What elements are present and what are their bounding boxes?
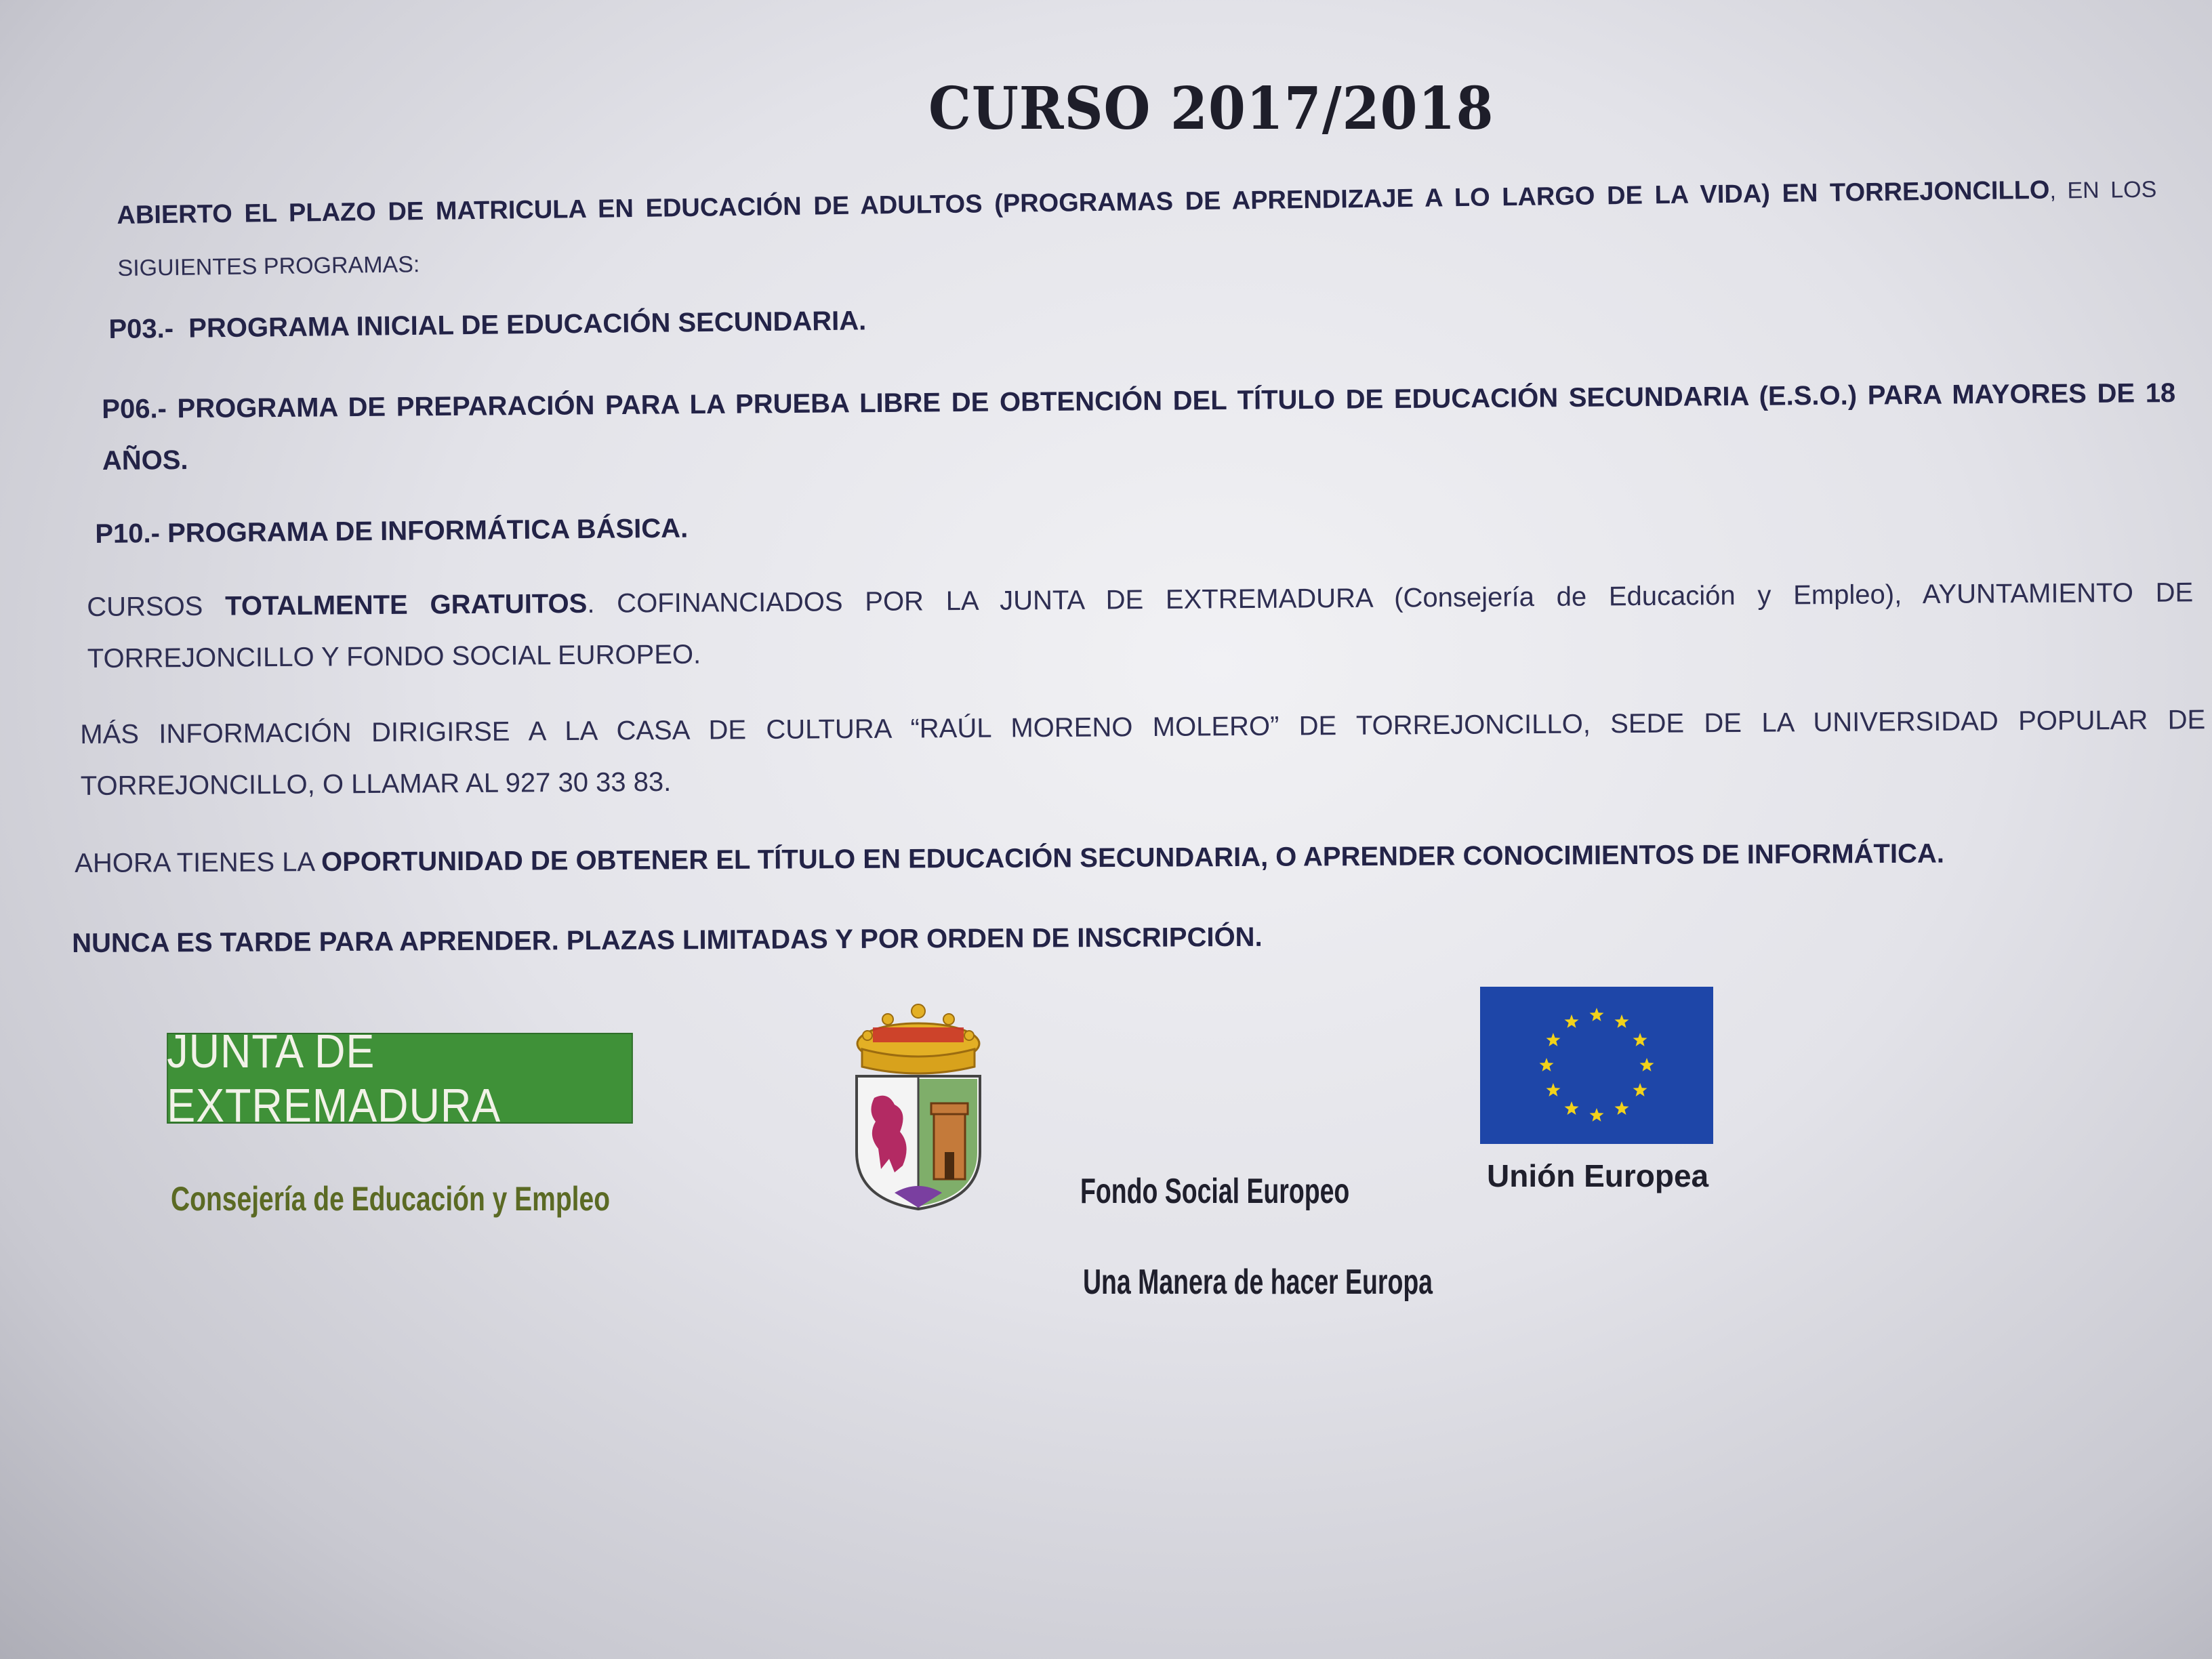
program-p10 bbox=[95, 489, 2061, 560]
page-title: CURSO 2017/2018 bbox=[928, 75, 1494, 143]
closing-paragraph bbox=[72, 907, 2173, 969]
eu-label: Unión Europea bbox=[1487, 1158, 1709, 1193]
program-text: PROGRAMA DE INFORMÁTICA BÁSICA. bbox=[167, 513, 689, 548]
coat-of-arms-icon bbox=[847, 996, 989, 1213]
eu-flag-icon bbox=[1480, 987, 1713, 1144]
opportunity-bold: OPORTUNIDAD DE OBTENER EL TÍTULO EN EDUCACIÓN SECUNDARIA, O APRENDER CONOCIMIENTOS DE INFORMÁTICA. bbox=[321, 838, 1945, 878]
junta-logo: JUNTA DE EXTREMADURA bbox=[167, 1033, 633, 1124]
funding-bold: TOTALMENTE GRATUITOS bbox=[224, 588, 588, 621]
opportunity-paragraph bbox=[75, 827, 2175, 889]
program-text: PROGRAMA INICIAL DE EDUCACIÓN SECUNDARIA. bbox=[188, 306, 867, 344]
fse-title: Fondo Social Europeo bbox=[1080, 1172, 1350, 1211]
info-text: MÁS INFORMACIÓN DIRIGIRSE A LA CASA DE CULTURA “RAÚL MORENO MOLERO” DE TORREJONCILLO, SEDE DE LA UNIVERSIDAD POPULAR DE TORREJONCILLO, O LLAMAR AL 927 30 33 83. bbox=[80, 705, 2206, 801]
program-code: P10.- bbox=[95, 518, 161, 549]
program-text: PROGRAMA DE PREPARACIÓN PARA LA PRUEBA LIBRE DE OBTENCIÓN DEL TÍTULO DE EDUCACIÓN SECUNDARIA (E.S.O.) PARA MAYORES DE 18 AÑOS. bbox=[102, 377, 2176, 476]
program-code: P06.- bbox=[102, 394, 167, 424]
info-paragraph bbox=[80, 694, 2206, 812]
funding-paragraph bbox=[87, 567, 2194, 684]
program-code: P03.- bbox=[108, 313, 174, 344]
program-p03 bbox=[108, 281, 2074, 355]
opportunity-pre: AHORA TIENES LA bbox=[75, 847, 314, 878]
closing-bold: NUNCA ES TARDE PARA APRENDER bbox=[72, 926, 552, 958]
intro-paragraph bbox=[117, 163, 2158, 294]
fse-motto: Una Manera de hacer Europa bbox=[1083, 1263, 1433, 1302]
funding-post: . COFINANCIADOS POR LA JUNTA DE EXTREMADURA (Consejería de Educación y Empleo), AYUNTAMIENTO DE TORREJONCILLO Y FONDO SOCIAL EUROPEO. bbox=[87, 577, 2194, 674]
funding-pre: CURSOS bbox=[87, 591, 203, 622]
intro-bold: ABIERTO EL PLAZO DE MATRICULA EN EDUCACIÓN DE ADULTOS (PROGRAMAS DE APRENDIZAJE A LO LARGO DE LA VIDA) EN TORREJONCILLO bbox=[117, 176, 2050, 230]
closing-rest: . PLAZAS LIMITADAS Y POR ORDEN DE INSCRIPCIÓN. bbox=[551, 922, 1263, 956]
program-p06 bbox=[102, 367, 2176, 487]
junta-subtitle: Consejería de Educación y Empleo bbox=[171, 1180, 611, 1218]
intro-rest: , EN LOS SIGUIENTES PROGRAMAS: bbox=[117, 176, 2157, 281]
